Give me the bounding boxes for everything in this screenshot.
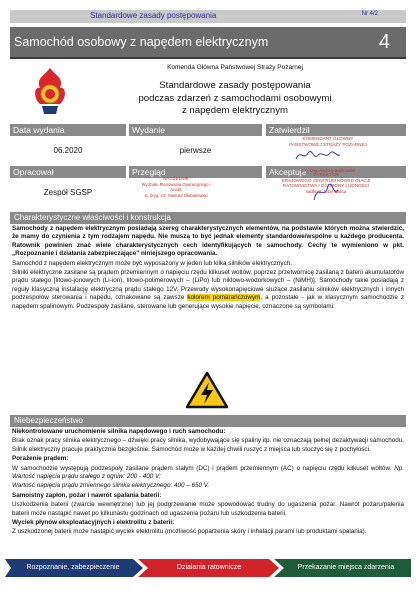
- properties-intro: Samochody z napędem elektrycznym posiadają szereg charakterystycznych elementów, na podstawie których można stwierdzić, że mamy do czynienia z tym rodzajem napędu. Nie muszą to być jednak elementy standardowe/wspólne u każdego producenta. Ratownik powinien znać wiele charakterystycznych cech identyfikujących te samochody. Cechy te wymieniono w pkt. „Rozpoznanie i działania zabezpieczające" niniejszego opracowania.: [12, 225, 404, 258]
- footer-step-dzialania: Działania ratownicze: [176, 564, 242, 571]
- przeglad-header: Przegląd: [129, 166, 262, 178]
- section-properties-body: [12, 225, 404, 312]
- top-bar: [10, 10, 406, 23]
- properties-p2-end: , a pozostałe - jak w klasycznym samochodzie z napędem spalinowym. Podzespoły zasilane, sterowane lub generujące wysokie napięcie, oznaczone są symbolami:: [12, 294, 404, 310]
- danger-t3: Uszkodzenia baterii (zwarcie wewnętrzne) lub jej podgrzewanie może spowodować trudny do ugaszenia pożar. Nawrót pożaru/palenia baterii może nastąpić nawet po kilkunastu godzinach od ugaszenia pożaru lub uszkodzenia baterii.: [12, 501, 404, 517]
- danger-h3: Samoistny zapłon, pożar i nawrót spalania baterii:: [12, 491, 162, 499]
- fire-service-logo-icon: [30, 66, 70, 116]
- danger-h1: Niekontrolowane uruchomienie silnika napędowego i ruch samochodu:: [12, 428, 226, 435]
- top-bar-code: Nr 4/2: [361, 11, 378, 17]
- document-heading: [100, 80, 370, 118]
- approval-stamp-line-2: PAŃSTWOWEJ STRAŻY POŻARNEJ: [289, 141, 367, 147]
- accept-signature-icon: [308, 176, 348, 206]
- heading-line-1: Standardowe zasady postępowania: [159, 80, 311, 91]
- document-number: 4: [378, 31, 390, 53]
- approval-stamp-line-3: gen. brig. Andrzej Bartkowiak: [300, 168, 356, 173]
- approval-signature-icon: [278, 147, 378, 163]
- wydanie-value: pierwsze: [179, 146, 212, 155]
- danger-t2-text: W samochodzie występują podzespoły zasilane prądem stałym (DC) i prądem przemiennym (AC) o napięciu rzędu kilkuset woltów.: [12, 464, 392, 472]
- review-stamp-line-1: NACZELNIK: [163, 176, 189, 181]
- danger-h2: Porażenie prądem:: [12, 455, 69, 463]
- danger-t2: [12, 465, 404, 482]
- review-stamp: [136, 176, 216, 206]
- danger-h4: Wyciek płynów eksploatacyjnych i elektrolitu z baterii:: [12, 519, 175, 527]
- opracowal-value: Zespół SGSP: [43, 188, 93, 197]
- data-wydania-header: Data wydania: [10, 124, 126, 136]
- section-properties-header: Charakterystyczne właściwości i konstrukcja: [10, 212, 406, 224]
- wydanie-header: Wydanie: [129, 124, 262, 136]
- section-danger-body: [12, 428, 404, 538]
- akceptuje-header: Akceptuje: [266, 166, 406, 178]
- properties-p2-highlight: kolorem pomarańczowym: [187, 294, 261, 302]
- data-wydania-value: 06.2020: [53, 146, 83, 155]
- footer-step-rozpoznanie: Rozpoznanie, zabezpieczenie: [26, 564, 120, 571]
- procedure-steps-footer: [5, 559, 411, 577]
- approval-stamp-line-1: KOMENDANT GŁÓWNY: [302, 136, 354, 141]
- zatwierdzil-header: Zatwierdził: [266, 124, 406, 136]
- organization-name: Komenda Główna Państwowej Straży Pożarnej: [167, 64, 303, 71]
- high-voltage-warning-icon: [185, 371, 229, 409]
- heading-line-3: z napędem elektrycznym: [181, 105, 289, 116]
- heading-line-2: podczas zdarzeń z samochodami osobowymi: [138, 92, 332, 104]
- danger-t2-italic-1: Np. Wartość napięcia prądu stałego z ogniw: 200 - 400 V;: [12, 464, 405, 481]
- accept-stamp-line-3: RATOWNICTWA I OCHRONY LUDNOŚCI: [282, 183, 370, 188]
- title-bar: [10, 27, 406, 59]
- properties-p1: Samochód z napędem elektrycznym może być wyposażony w jeden lub kilka silników elektrycznych.: [12, 259, 292, 267]
- document-title: Samochód osobowy z napędem elektrycznym: [14, 35, 269, 49]
- danger-t1: Brak oznak pracy silnika elektrycznego – dźwięki pracy silnika, wydobywające się spaliny itp. nie oznaczają pełnej dezaktywacji samochodu. Silnik elektryczny pracuje praktycznie bezgłośnie. Samochód może w każdej chwili ruszyć z miejsca lub stoczyć się z pochyłości.: [12, 437, 404, 453]
- danger-t4: Z uszkodzonej baterii może nastąpić wyciek elektrolitu (możliwość poparzenia skóry i inhalacji parami lub produktami spalania).: [12, 528, 367, 536]
- properties-p2: [12, 269, 404, 311]
- accept-stamp: [268, 172, 384, 212]
- accept-stamp-line-1: DYREKTOR: [313, 172, 339, 177]
- review-stamp-line-2: Wydziału Planowania Operacyjnego i Analiz: [141, 181, 211, 192]
- accept-stamp-line-4: nadbryg. Józef Galica: [305, 188, 347, 194]
- review-stamp-line-3: st. bryg. inż. Mariusz Dłubakowski: [144, 192, 208, 198]
- section-danger-header: Niebezpieczeństwo: [10, 415, 406, 427]
- footer-step-przekazanie: Przekazanie miejsca zdarzenia: [297, 564, 395, 571]
- opracowal-header: Opracował: [10, 166, 126, 178]
- danger-t2-italic-2: Wartość napięcia prądu zmiennego silnika elektrycznego: 400 – 650 V.: [12, 482, 210, 490]
- accept-stamp-line-2: KRAJOWEGO CENTRUM KOORDYNACJI: [281, 177, 371, 183]
- properties-p2-text: Silniki elektryczne zasilane są prądem przemiennym o napięciu rzędu kilkuset woltów, poprzez przetwornicę zasilaną z baterii akumulatorów prądu stałego [litowo-jonowych (Li-ion), litowo-polimerowych – (LiPo) lub niklowo-wodorkowych – (NiMH)]. Samochody takie posiadają z reguły klasyczną instalację elektryczną prądu stałego 12V. Przewody wysokonapięciowe służące zasilaniu silników elektrycznych i innych podzespołów sterowania i napędu, oznakowane są zawsze: [12, 269, 404, 302]
- top-bar-title: Standardowe zasady postępowania: [90, 11, 217, 20]
